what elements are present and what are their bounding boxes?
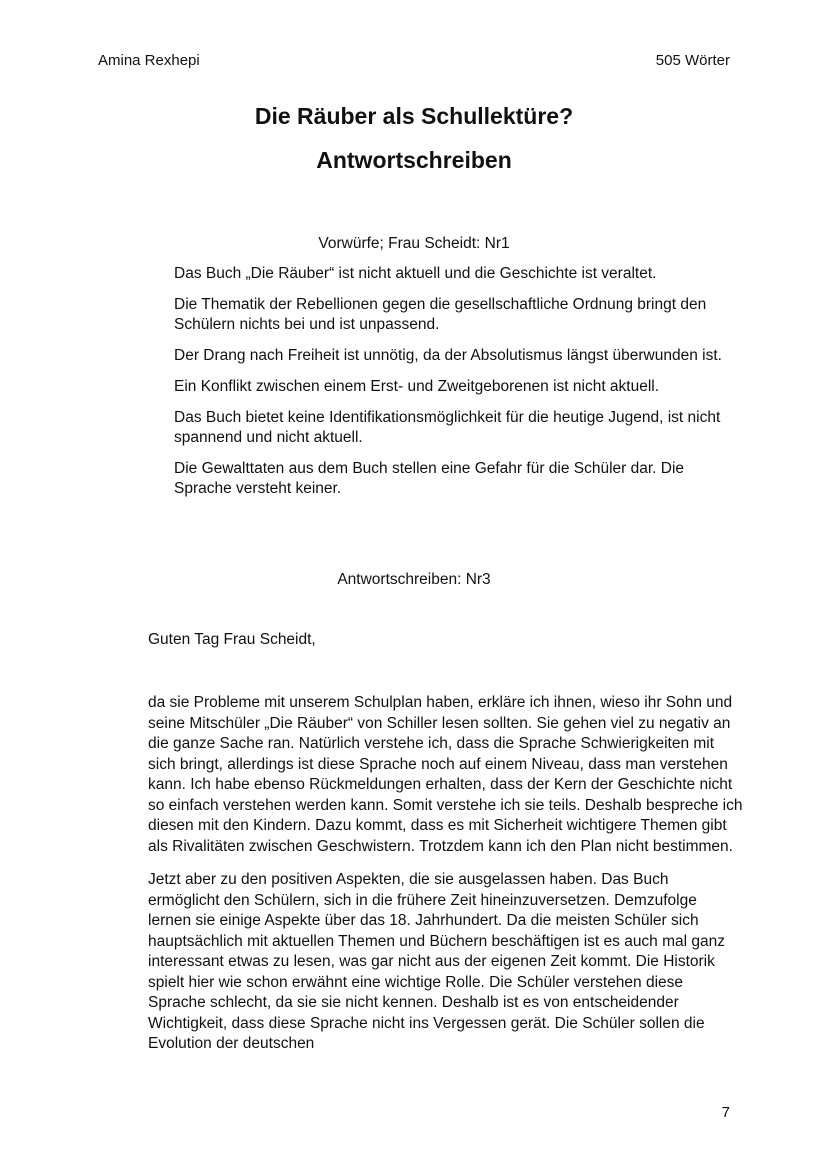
- accusation-list: [174, 264, 734, 510]
- list-item: Ein Konflikt zwischen einem Erst- und Zweitgeborenen ist nicht aktuell.: [174, 378, 660, 395]
- list-item: Die Gewalttaten aus dem Buch stellen eine Gefahr für die Schüler dar. Die Sprache versteht keiner.: [174, 460, 685, 497]
- body-paragraph: da sie Probleme mit unserem Schulplan haben, erkläre ich ihnen, wieso ihr Sohn und seine Mitschüler „Die Räuber“ von Schiller lesen sollten. Sie gehen viel zu negativ an die ganze Sache ran. Natürlich verstehe ich, dass die Sprache Schwierigkeiten mit sich bringt, allerdings ist diese Sprache noch auf einem Niveau, dass man verstehen kann. Ich habe ebenso Rückmeldungen erhalten, dass der Kern der Geschichte nicht so einfach verstehen werden kann. Somit verstehe ich sie teils. Deshalb bespreche ich diesen mit den Kindern. Dazu kommt, dass es mit Sicherheit wichtigere Themen gibt als Rivalitäten zwischen Geschwistern. Trotzdem kann ich den Plan nicht bestimmen.: [148, 694, 743, 855]
- list-item: Das Buch „Die Räuber“ ist nicht aktuell und die Geschichte ist veraltet.: [174, 265, 657, 282]
- list-item: Der Drang nach Freiheit ist unnötig, da der Absolutismus längst überwunden ist.: [174, 347, 722, 364]
- page-number: 7: [721, 1104, 730, 1121]
- section-heading-response: Antwortschreiben: Nr3: [337, 571, 491, 588]
- letter-body: [148, 693, 744, 1068]
- list-item: Die Thematik der Rebellionen gegen die gesellschaftliche Ordnung bringt den Schülern nichts bei und ist unpassend.: [174, 296, 707, 333]
- document-title: Die Räuber als Schullektüre?: [254, 103, 574, 129]
- header-author: Amina Rexhepi: [98, 52, 200, 69]
- list-item: Das Buch bietet keine Identifikationsmöglichkeit für die heutige Jugend, ist nicht spannend und nicht aktuell.: [174, 409, 721, 446]
- section-heading-accusations: Vorwürfe; Frau Scheidt: Nr1: [318, 235, 510, 252]
- header-word-count: 505 Wörter: [655, 52, 730, 69]
- document-subtitle: Antwortschreiben: [316, 147, 512, 173]
- letter-greeting: Guten Tag Frau Scheidt,: [148, 631, 316, 648]
- body-paragraph: Jetzt aber zu den positiven Aspekten, die sie ausgelassen haben. Das Buch ermöglicht den Schülern, sich in die frühere Zeit hineinzuversetzen. Demzufolge lernen sie einige Aspekte über das 18. Jahrhundert. Da die meisten Schüler sich hauptsächlich mit aktuellen Themen und Büchern beschäftigen ist es auch mal ganz interessant etwas zu lesen, was gar nicht aus der eigenen Zeit kommt. Die Historik spielt hier wie schon erwähnt eine wichtige Rolle. Die Schüler verstehen diese Sprache schlecht, da sie sie nicht kennen. Deshalb ist es von entscheidender Wichtigkeit, dass diese Sprache nicht ins Vergessen gerät. Die Schüler sollen die Evolution der deutschen: [148, 871, 726, 1052]
